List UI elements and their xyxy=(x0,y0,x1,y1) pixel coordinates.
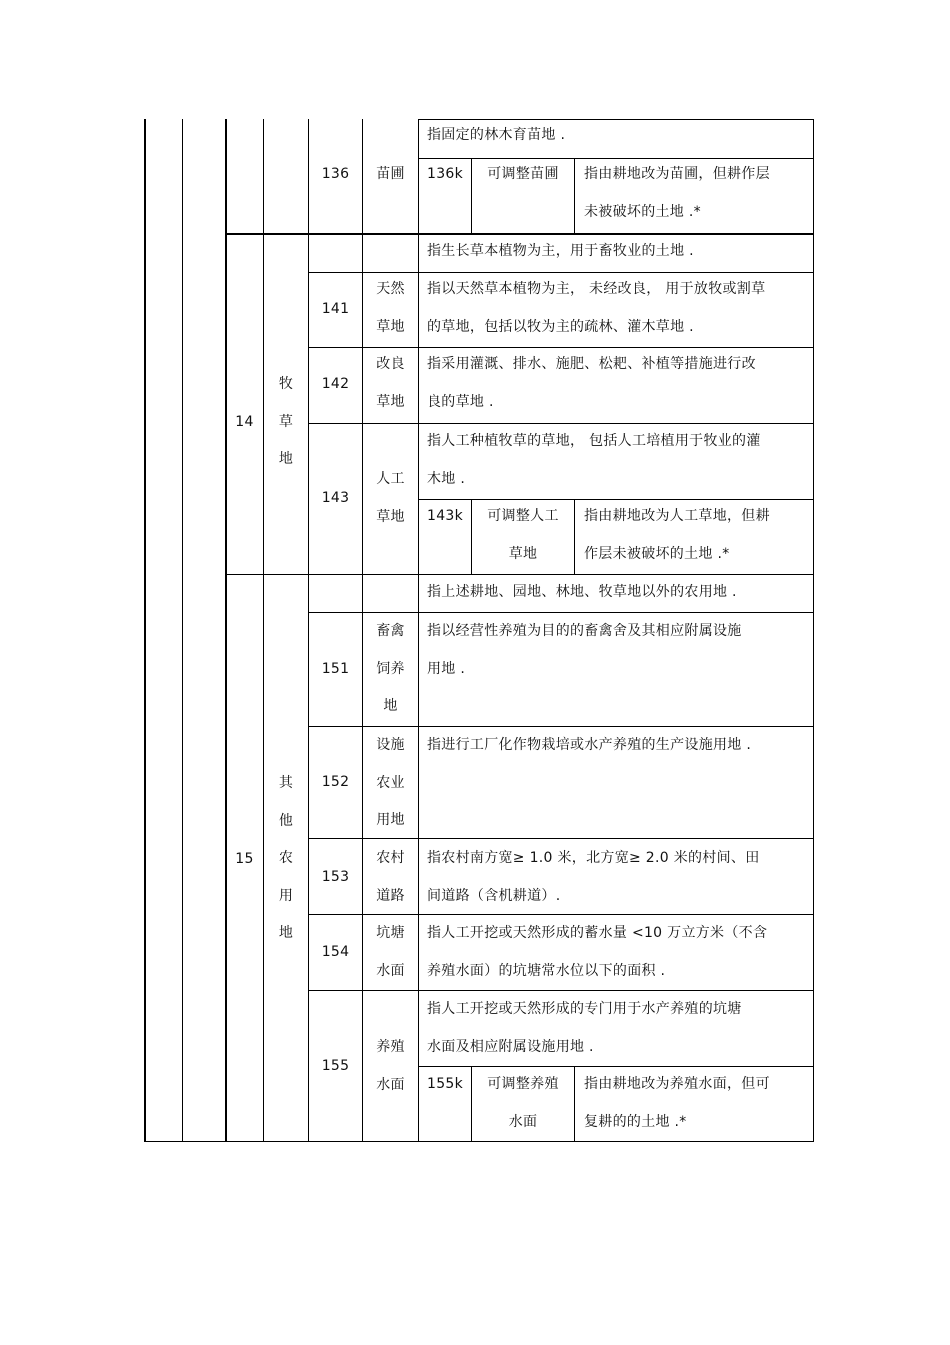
row-code: 143 xyxy=(321,490,350,506)
group-name: 牧 草 地 xyxy=(278,376,294,468)
subrow-description: 指由耕地改为养殖水面，但可 复耕的的土地 .* xyxy=(584,1076,770,1130)
row-name: 农村 道路 xyxy=(376,850,405,904)
row-description: 指进行工厂化作物栽培或水产养殖的生产设施用地 . xyxy=(427,737,752,753)
row-name: 坑塘 水面 xyxy=(376,925,405,979)
subrow-divider xyxy=(574,499,575,574)
row-code: 142 xyxy=(321,376,350,392)
row-name: 设施 农业 用地 xyxy=(376,737,405,829)
row-description: 指人工种植牧草的草地， 包括人工培植用于牧业的灌 木地 . xyxy=(427,433,761,487)
table-border-left xyxy=(144,119,146,1142)
row-description: 指采用灌溉、排水、施肥、松耙、补植等措施进行改 良的草地 . xyxy=(427,356,756,410)
row-description: 指人工开挖或天然形成的蓄水量 <10 万立方米（不含 养殖水面）的坑塘常水位以下的面积 . xyxy=(427,925,768,979)
row-code: 151 xyxy=(321,661,350,677)
row-code: 152 xyxy=(321,774,350,790)
subrow-divider xyxy=(574,158,575,233)
row-code: 141 xyxy=(321,301,350,317)
row-name: 畜禽 饲养 地 xyxy=(376,623,405,715)
group-code: 15 xyxy=(235,851,254,867)
row-name: 天然 草地 xyxy=(376,281,405,335)
subrow-name: 可调整养殖 水面 xyxy=(487,1076,559,1130)
row-code: 154 xyxy=(321,944,350,960)
subrow-name: 可调整人工 草地 xyxy=(487,508,559,562)
column-divider xyxy=(263,119,264,1142)
column-divider xyxy=(225,119,227,1142)
row-description: 指人工开挖或天然形成的专门用于水产养殖的坑塘 水面及相应附属设施用地 . xyxy=(427,1001,742,1055)
row-description: 指以经营性养殖为目的的畜禽舍及其相应附属设施 用地 . xyxy=(427,623,742,677)
row-name: 苗圃 xyxy=(376,166,405,182)
group-description: 指上述耕地、园地、林地、牧草地以外的农用地 . xyxy=(427,584,737,600)
subrow-code: 136k xyxy=(427,166,464,182)
subrow-name: 可调整苗圃 xyxy=(487,166,559,182)
subrow-description: 指由耕地改为人工草地，但耕 作层未被破坏的土地 .* xyxy=(584,508,770,562)
row-description: 指以天然草本植物为主， 未经改良， 用于放牧或割草 的草地，包括以牧为主的疏林、灌木草地 . xyxy=(427,281,766,335)
row-description: 指固定的林木育苗地 . xyxy=(427,127,566,143)
row-name: 养殖 水面 xyxy=(376,1039,405,1093)
row-code: 136 xyxy=(321,166,350,182)
subrow-divider xyxy=(574,1066,575,1142)
row-name: 人工 草地 xyxy=(376,471,405,525)
row-name: 改良 草地 xyxy=(376,356,405,410)
group-description: 指生长草本植物为主，用于畜牧业的土地 . xyxy=(427,243,694,259)
subrow-code: 143k xyxy=(427,508,464,524)
subrow-code: 155k xyxy=(427,1076,464,1092)
group-code: 14 xyxy=(235,414,254,430)
row-description: 指农村南方宽≥ 1.0 米，北方宽≥ 2.0 米的村间、田 间道路（含机耕道）. xyxy=(427,850,760,904)
column-divider xyxy=(182,119,183,1142)
row-code: 153 xyxy=(321,869,350,885)
group-name: 其 他 农 用 地 xyxy=(278,775,294,942)
row-code: 155 xyxy=(321,1058,350,1074)
subrow-description: 指由耕地改为苗圃，但耕作层 未被破坏的土地 .* xyxy=(584,166,770,220)
